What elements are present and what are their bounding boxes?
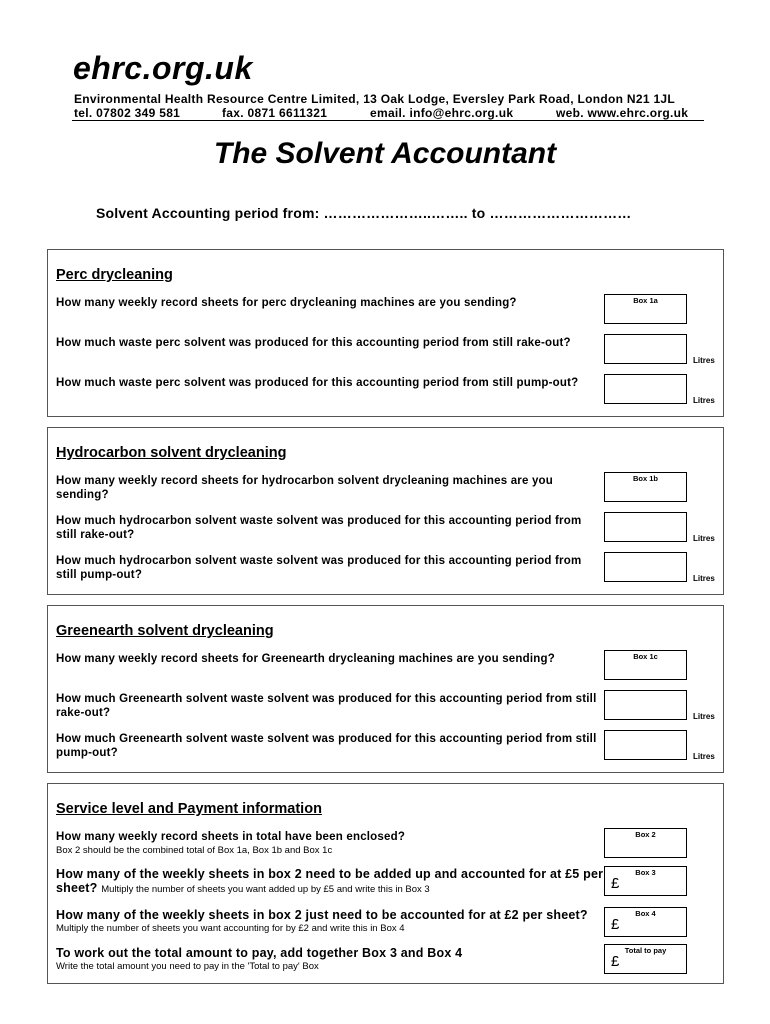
total-to-pay-box[interactable]: [604, 944, 687, 974]
fax-text: fax. 0871 6611321: [222, 106, 328, 120]
greenearth-rakeout-input[interactable]: [604, 690, 687, 720]
greenearth-q1: How many weekly record sheets for Greenearth drycleaning machines are you sending?: [56, 653, 555, 665]
litres-unit: Litres: [693, 356, 715, 365]
litres-unit: Litres: [693, 752, 715, 761]
box-2[interactable]: [604, 828, 687, 858]
perc-rakeout-input[interactable]: [604, 334, 687, 364]
greenearth-pumpout-input[interactable]: [604, 730, 687, 760]
service-q3-note: Multiply the number of sheets you want accounting for by £2 and write this in Box 4: [56, 923, 405, 934]
box-3-label: Box 3: [635, 868, 656, 877]
service-q2-text: How many of the weekly sheets in box 2 need to be added up and accounted for at £5 per sheet?: [56, 867, 604, 895]
service-q3: [56, 908, 604, 936]
service-q1-note: Box 2 should be the combined total of Box 1a, Box 1b and Box 1c: [56, 845, 333, 856]
hydrocarbon-q3: How much hydrocarbon solvent waste solvent was produced for this accounting period from still pump-out?: [56, 555, 582, 581]
greenearth-q2: How much Greenearth solvent waste solvent was produced for this accounting period from still rake-out?: [56, 693, 597, 719]
litres-unit: Litres: [693, 534, 715, 543]
pound-sign: £: [611, 916, 620, 933]
box-1b[interactable]: [604, 472, 687, 502]
hydrocarbon-rakeout-input[interactable]: [604, 512, 687, 542]
pound-sign: £: [611, 953, 620, 970]
hydrocarbon-section: [47, 427, 724, 595]
service-q2-note: Multiply the number of sheets you want added up by £5 and write this in Box 3: [101, 884, 430, 895]
service-q4-text: To work out the total amount to pay, add together Box 3 and Box 4: [56, 946, 463, 960]
service-q3-text: How many of the weekly sheets in box 2 just need to be accounted for at £2 per sheet?: [56, 908, 588, 922]
perc-q1: How many weekly record sheets for perc drycleaning machines are you sending?: [56, 297, 517, 309]
box-1a[interactable]: [604, 294, 687, 324]
total-to-pay-label: Total to pay: [624, 946, 667, 955]
pound-sign: £: [611, 875, 620, 892]
tel-text: tel. 07802 349 581: [74, 106, 181, 120]
litres-unit: Litres: [693, 712, 715, 721]
email-text: email. info@ehrc.org.uk: [370, 106, 514, 120]
service-q4: [56, 946, 604, 974]
box-1b-label: Box 1b: [632, 474, 658, 483]
service-q1-text: How many weekly record sheets in total have been enclosed?: [56, 831, 406, 843]
header-rule: [72, 120, 704, 121]
perc-q2: How much waste perc solvent was produced for this accounting period from still rake-out?: [56, 337, 571, 349]
litres-unit: Litres: [693, 574, 715, 583]
service-section: [47, 783, 724, 984]
hydrocarbon-pumpout-input[interactable]: [604, 552, 687, 582]
box-1c-label: Box 1c: [633, 652, 658, 661]
logo: ehrc.org.uk: [73, 50, 253, 86]
service-q2: [56, 867, 604, 897]
box-1a-label: Box 1a: [633, 296, 658, 305]
greenearth-section-title: Greenearth solvent drycleaning: [56, 623, 274, 639]
greenearth-section: [47, 605, 724, 773]
greenearth-q3: How much Greenearth solvent waste solvent was produced for this accounting period from still pump-out?: [56, 733, 597, 759]
box-4[interactable]: [604, 907, 687, 937]
perc-pumpout-input[interactable]: [604, 374, 687, 404]
perc-section-title: Perc drycleaning: [56, 267, 173, 283]
service-q1: [56, 830, 604, 858]
litres-unit: Litres: [693, 396, 715, 405]
hydrocarbon-section-title: Hydrocarbon solvent drycleaning: [56, 445, 287, 461]
hydrocarbon-q2: How much hydrocarbon solvent waste solvent was produced for this accounting period from still rake-out?: [56, 515, 582, 541]
perc-q3: How much waste perc solvent was produced for this accounting period from still pump-out?: [56, 377, 579, 389]
box-2-label: Box 2: [635, 830, 656, 839]
page-title: The Solvent Accountant: [213, 137, 557, 170]
box-4-label: Box 4: [635, 909, 656, 918]
service-section-title: Service level and Payment information: [56, 801, 322, 817]
web-text: web. www.ehrc.org.uk: [556, 106, 689, 120]
service-q4-note: Write the total amount you need to pay in the 'Total to pay' Box: [56, 961, 319, 972]
hydrocarbon-q1: How many weekly record sheets for hydrocarbon solvent drycleaning machines are you sending?: [56, 475, 554, 501]
perc-section: [47, 249, 724, 417]
address-line: Environmental Health Resource Centre Limited, 13 Oak Lodge, Eversley Park Road, London N21 1JL: [74, 92, 676, 106]
box-1c[interactable]: [604, 650, 687, 680]
accounting-period: Solvent Accounting period from: …………………..…….. to …………………………: [96, 205, 632, 221]
box-3[interactable]: [604, 866, 687, 896]
